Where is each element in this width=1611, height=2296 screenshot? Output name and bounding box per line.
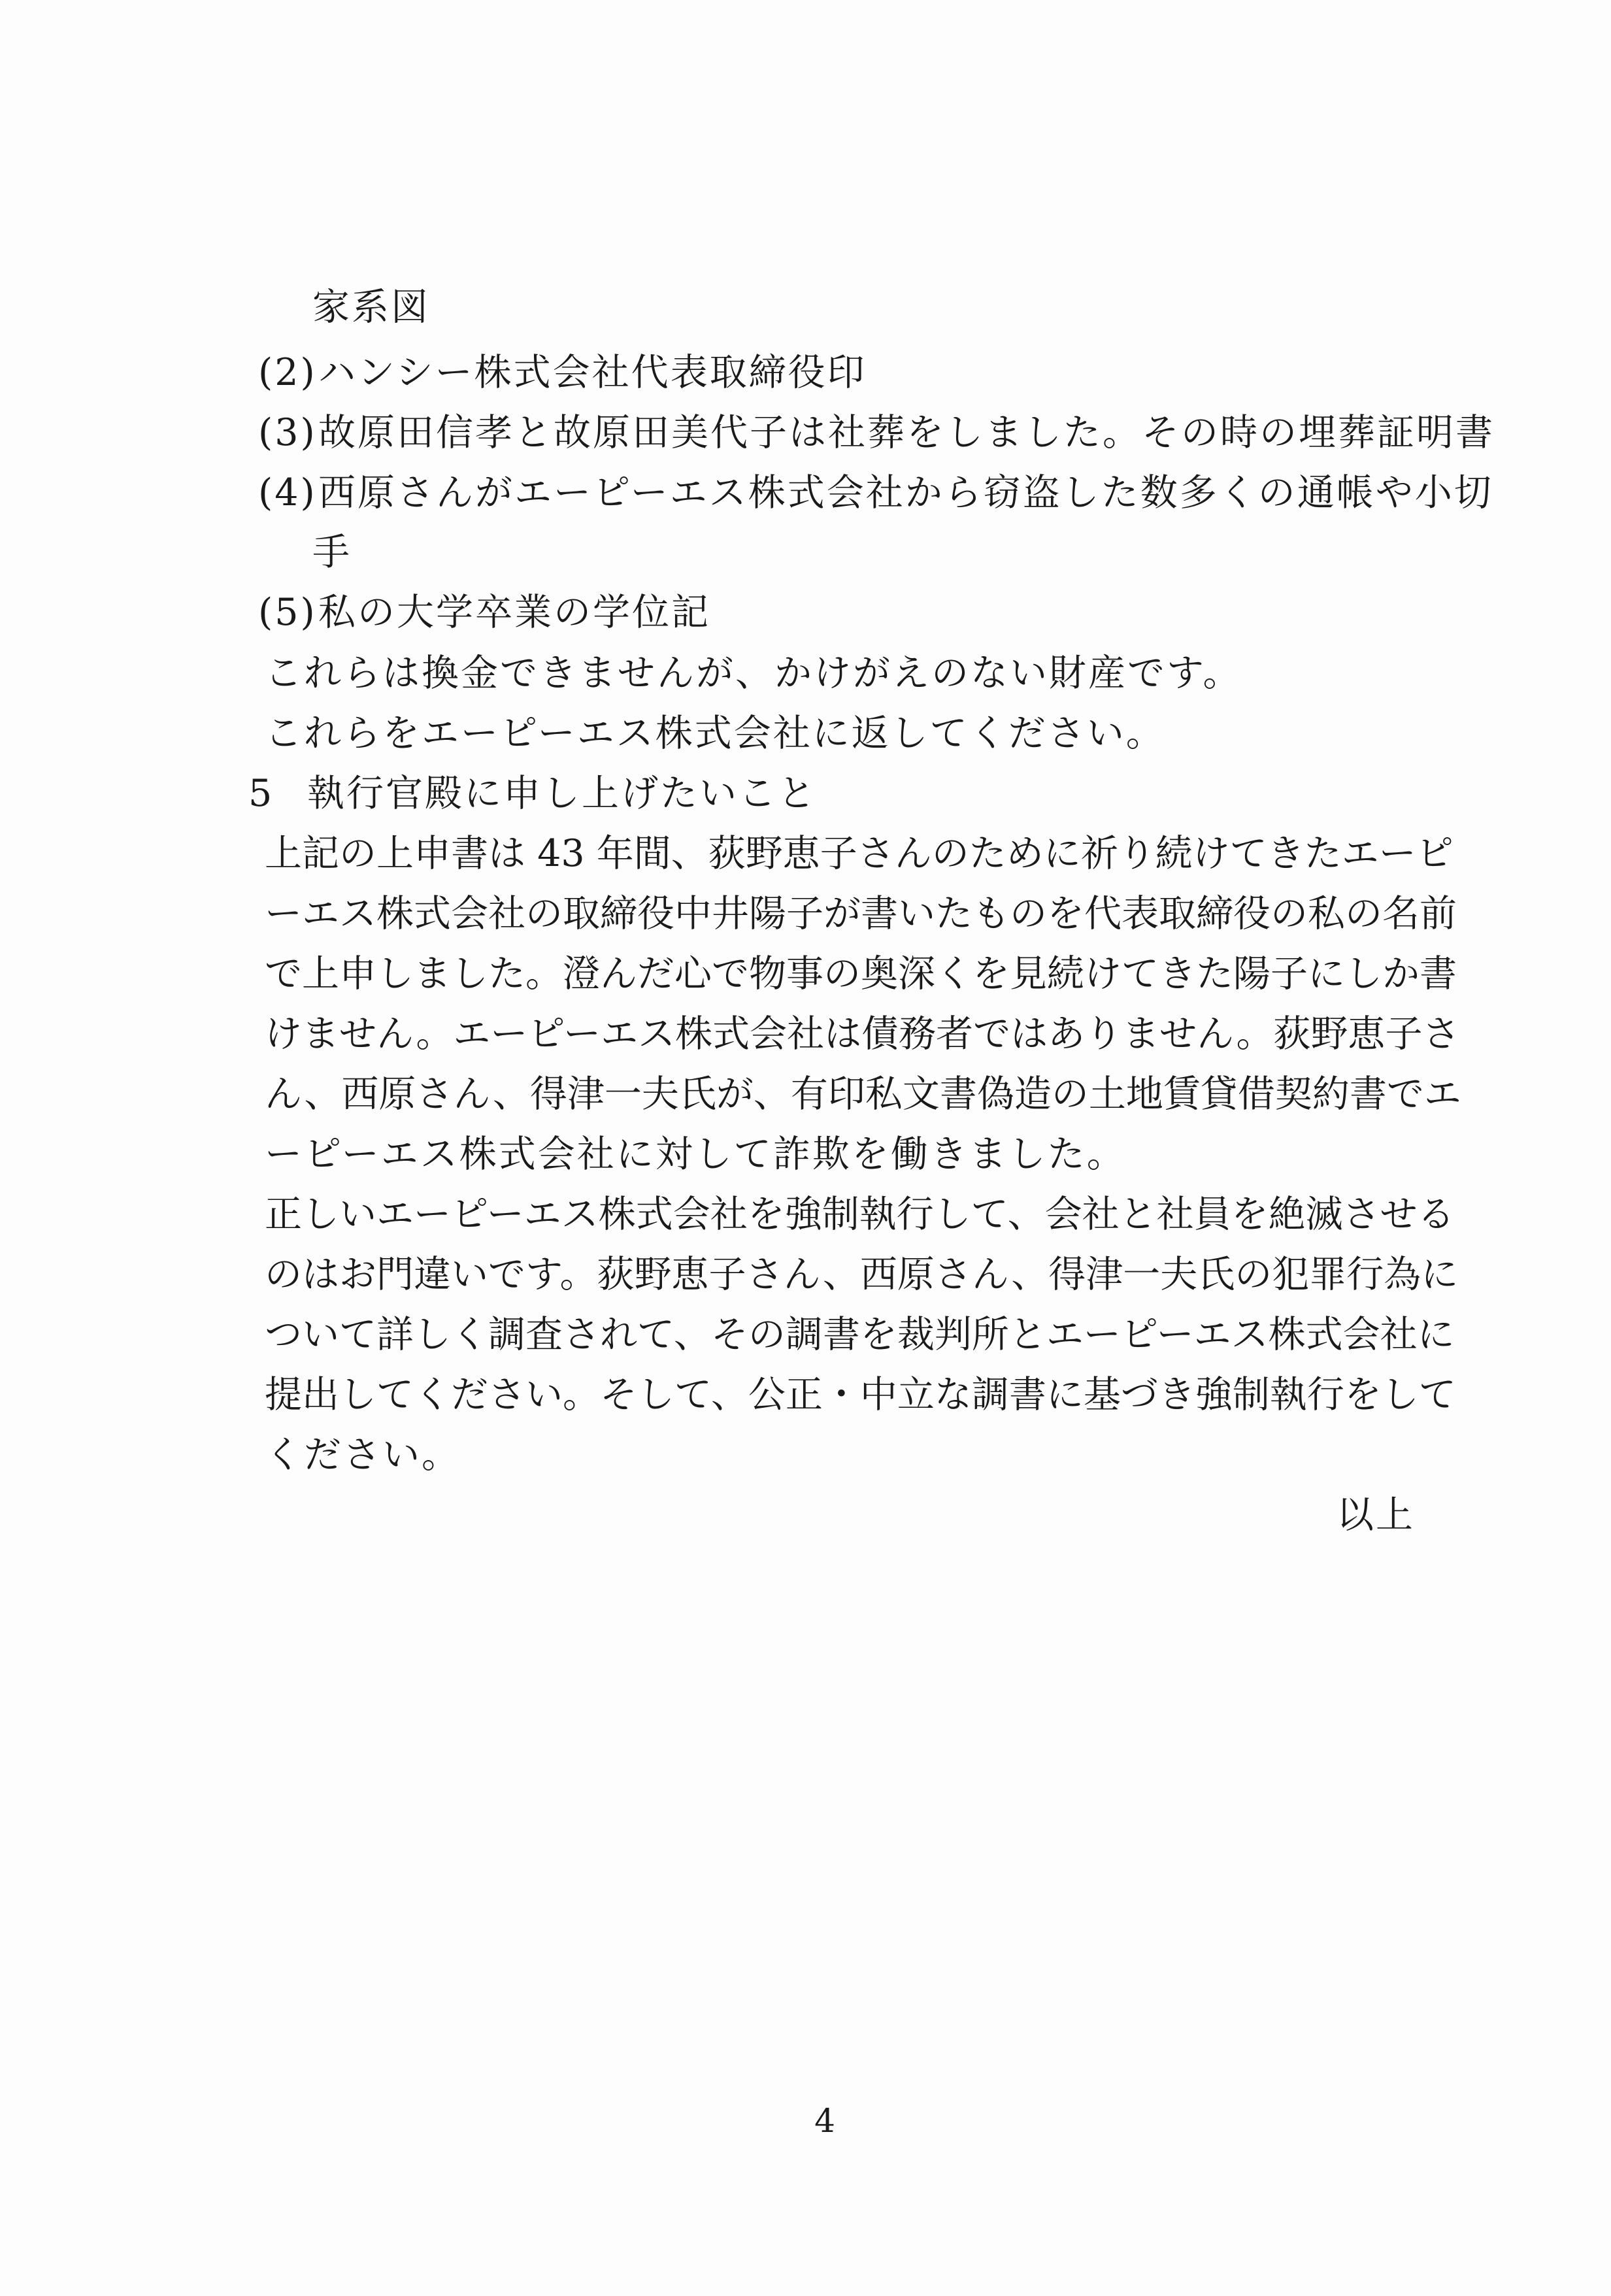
list-item-5-number: (5) [258, 591, 317, 634]
section-5-para-1-line-1: 上記の上申書は 43 年間、荻野恵子さんのために祈り続けてきたエーピ [265, 832, 1453, 875]
section-5-para-1-line-5: ん、西原さん、得津一夫氏が、有印私文書偽造の土地賃貸借契約書でエ [265, 1073, 1461, 1116]
section-5-para-1-line-2: ーエス株式会社の取締役中井陽子が書いたものを代表取締役の私の名前 [265, 892, 1457, 935]
section-5-para-1-line-4: けません。エーピーエス株式会社は債務者ではありません。荻野恵子さ [265, 1012, 1460, 1056]
section-5-para-2-line-1: 正しいエーピーエス株式会社を強制執行して、会社と社員を絶滅させる [265, 1193, 1455, 1236]
list-item-4-number: (4) [258, 471, 317, 514]
list-item-4 [258, 467, 1493, 519]
page-number: 4 [814, 2102, 835, 2140]
list-item-1-continuation: 家系図 [312, 286, 430, 329]
section-5-para-2-line-2: のはお門違いです。荻野恵子さん、西原さん、得津一夫氏の犯罪行為に [265, 1253, 1459, 1296]
assets-paragraph-line-2: これらをエーピーエス株式会社に返してください。 [265, 712, 1165, 755]
section-5-heading [248, 767, 817, 820]
list-item-5-text: 私の大学卒業の学位記 [318, 591, 710, 634]
list-item-2-text: ハンシー株式会社代表取締役印 [318, 351, 867, 394]
assets-paragraph-line-1: これらは換金できませんが、かけがえのない財産です。 [265, 652, 1242, 695]
section-5-para-1-line-6: ーピーエス株式会社に対して詐欺を働きました。 [265, 1133, 1126, 1176]
list-item-2 [258, 346, 867, 399]
list-item-5 [258, 586, 710, 639]
section-5-para-2-line-4: 提出してください。そして、公正・中立な調書に基づき強制執行をして [265, 1373, 1456, 1416]
list-item-3 [258, 407, 1495, 459]
list-item-4-continuation: 手 [312, 531, 352, 574]
list-item-2-number: (2) [258, 351, 317, 394]
section-5-para-2-line-5: ください。 [265, 1433, 461, 1476]
section-5-para-2-line-3: ついて詳しく調査されて、その調書を裁判所とエーピーエス株式会社に [265, 1313, 1455, 1356]
list-item-4-text: 西原さんがエーピーエス株式会社から窃盗した数多くの通帳や小切 [318, 471, 1493, 514]
section-5-title: 執行官殿に申し上げたいこと [307, 772, 817, 815]
closing-mark: 以上 [1337, 1493, 1415, 1537]
list-item-3-number: (3) [258, 411, 317, 454]
section-5-number: 5 [248, 772, 274, 815]
section-5-para-1-line-3: で上申しました。澄んだ心で物事の奥深くを見続けてきた陽子にしか書 [265, 952, 1457, 995]
list-item-3-text: 故原田信孝と故原田美代子は社葬をしました。その時の埋葬証明書 [318, 411, 1495, 454]
